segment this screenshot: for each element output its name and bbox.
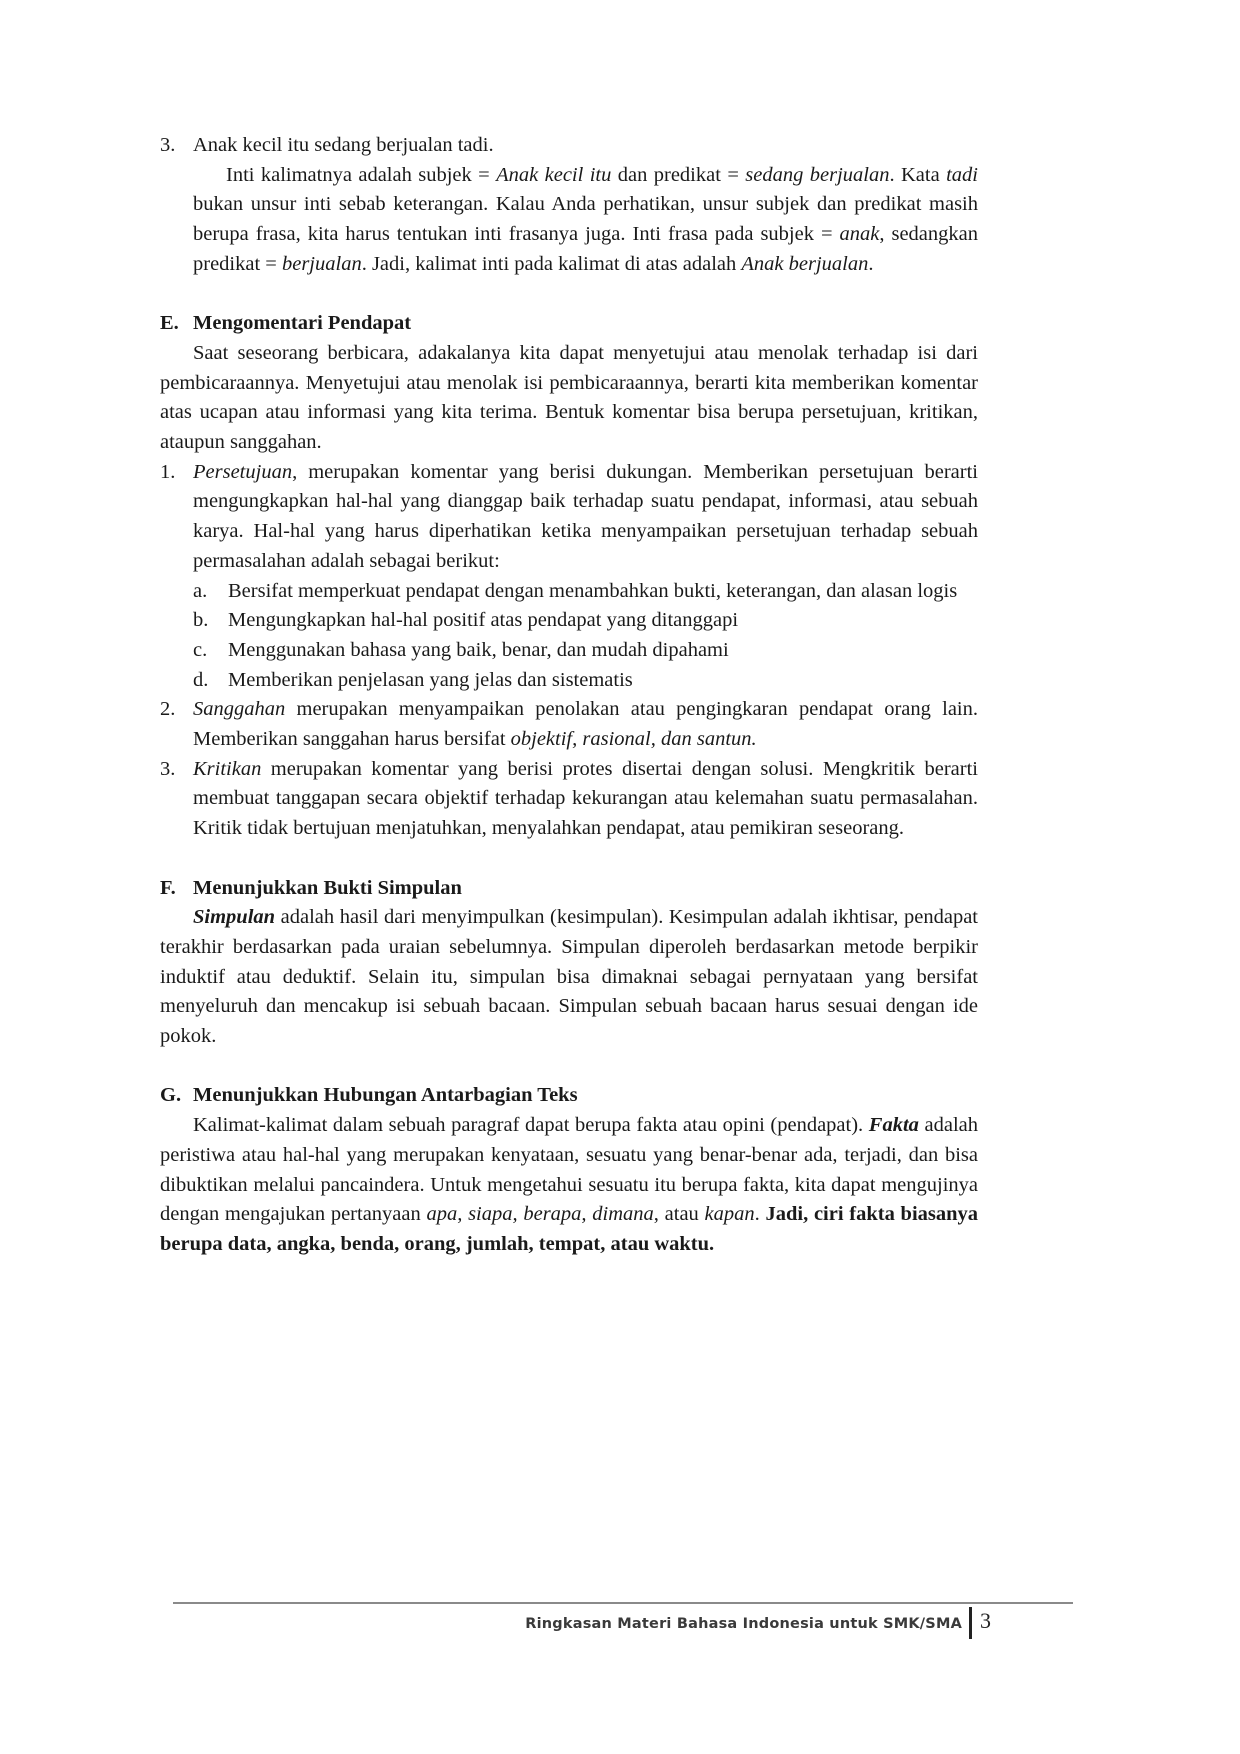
item-number: 3. xyxy=(160,134,176,156)
section-f-title: Menunjukkan Bukti Simpulan xyxy=(193,876,462,899)
term: Kritikan xyxy=(193,757,262,780)
example-explanation: Inti kalimatnya adalah subjek = Anak kecil itu dan predikat = sedang berjualan. Kata tadi bukan unsur inti sebab keterangan. Kalau Anda perhatikan, unsur subjek dan predikat masih berupa frasa, kita harus tentukan inti frasanya juga. Inti frasa pada subjek = anak, sedangkan predikat = berjualan. Jadi, kalimat inti pada kalimat di atas adalah Anak berjualan. xyxy=(193,163,979,275)
section-f-paragraph: Simpulan adalah hasil dari menyimpulkan (kesimpulan). Kesimpulan adalah ikhtisar, pendapat terakhir berdasarkan pada uraian sebelumnya. Simpulan diperoleh berdasarkan metode berpikir induktif atau deduktif. Selain itu, simpulan bisa dimaknai sebagai pernyataan yang bersifat menyeluruh dan mencakup isi sebuah bacaan. Simpulan sebuah bacaan harus sesuai dengan ide pokok. xyxy=(160,906,978,1048)
term: Sanggahan xyxy=(193,698,286,721)
list-item-sanggahan: 2. Sanggahan merupakan menyampaikan penolakan atau pengingkaran pendapat orang lain. Memberikan sanggahan harus bersifat objektif, rasional, dan santun. xyxy=(160,698,978,751)
section-g-paragraph: Kalimat-kalimat dalam sebuah paragraf dapat berupa fakta atau opini (pendapat). Fakta adalah peristiwa atau hal-hal yang merupakan kenyataan, sesuatu yang benar-benar ada, terjadi, dan bisa dibuktikan melalui pancaindera. Untuk mengetahui sesuatu itu berupa fakta, kita dapat mengujinya dengan mengajukan pertanyaan apa, siapa, berapa, dimana, atau kapan. Jadi, ciri fakta biasanya berupa data, angka, benda, orang, jumlah, tempat, atau waktu. xyxy=(160,1114,979,1255)
sub-item-d: d. Memberikan penjelasan yang jelas dan sistematis xyxy=(193,668,633,691)
footer-divider xyxy=(173,1602,1073,1604)
term: Fakta xyxy=(868,1114,919,1137)
term: Persetujuan xyxy=(193,460,293,483)
section-e-title: Mengomentari Pendapat xyxy=(193,312,412,335)
section-g-title: Menunjukkan Hubungan Antarbagian Teks xyxy=(193,1084,578,1107)
document-body xyxy=(160,131,978,1260)
term: Simpulan xyxy=(193,906,276,929)
section-e-heading: E. Mengomentari Pendapat xyxy=(160,312,412,335)
bold-conclusion: Jadi, ciri fakta biasanya berupa data, angka, benda, orang, jumlah, tempat, atau waktu. xyxy=(160,1203,979,1255)
example-sentence: Anak kecil itu sedang berjualan tadi. xyxy=(193,134,494,156)
sub-item-a: a. Bersifat memperkuat pendapat dengan menambahkan bukti, keterangan, dan alasan logis xyxy=(193,579,958,602)
list-item-persetujuan: 1. Persetujuan, merupakan komentar yang berisi dukungan. Memberikan persetujuan berarti mengungkapkan hal-hal yang dianggap baik terhadap suatu pendapat, informasi, atau sebuah karya. Hal-hal yang harus diperhatikan ketika menyampaikan persetujuan terhadap sebuah permasalahan adalah sebagai berikut: xyxy=(160,460,978,572)
page-number: 3 xyxy=(980,1608,991,1633)
sub-item-c: c. Menggunakan bahasa yang baik, benar, dan mudah dipahami xyxy=(193,638,729,661)
section-e-intro: Saat seseorang berbicara, adakalanya kita dapat menyetujui atau menolak terhadap isi dari pembicaraannya. Menyetujui atau menolak isi pembicaraannya, berarti kita memberikan komentar atas ucapan atau informasi yang kita terima. Bentuk komentar bisa berupa persetujuan, kritikan, ataupun sanggahan. xyxy=(160,341,978,454)
example-item-3 xyxy=(160,131,978,161)
footer-separator xyxy=(969,1607,972,1639)
section-f-heading: F. Menunjukkan Bukti Simpulan xyxy=(160,876,462,899)
sub-item-b: b. Mengungkapkan hal-hal positif atas pendapat yang ditanggapi xyxy=(193,609,739,632)
footer-title: Ringkasan Materi Bahasa Indonesia untuk SMK/SMA xyxy=(525,1616,962,1632)
list-item-kritikan: 3. Kritikan merupakan komentar yang berisi protes disertai dengan solusi. Mengkritik berarti membuat tanggapan secara objektif terhadap kekurangan atau kelemahan suatu permasalahan. Kritik tidak bertujuan menjatuhkan, menyalahkan pendapat, atau pemikiran seseorang. xyxy=(160,757,978,840)
section-g-heading: G. Menunjukkan Hubungan Antarbagian Teks xyxy=(160,1084,578,1107)
